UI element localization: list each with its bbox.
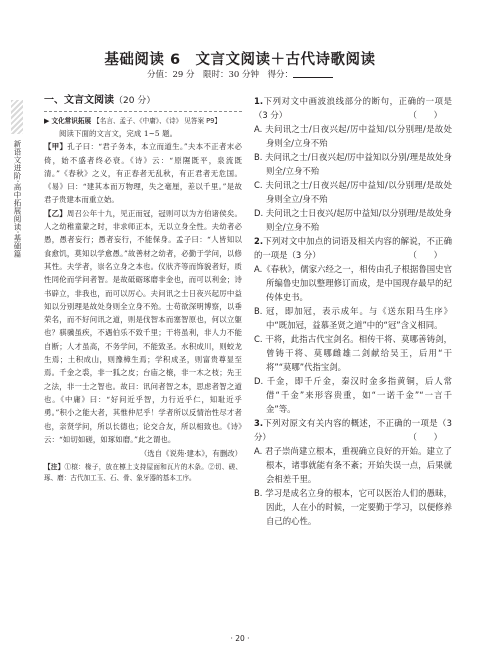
page-number: · 20 · [230,634,250,643]
question-2: 2.下列对文中加点的词语及相关内容的解说，不正确的一项是（3 分） （ ） A.《春秋》，儒家六经之一，相传由孔子根据鲁国史官所编鲁史加以整理修订而成，是中国现存最早的纪传体史书。 B. 冠，即加冠，表示成年。与《送东阳马生序》中“既加冠，益慕圣贤之道”中的“冠”含义相同。 C. 干将，此指古代宝剑名。相传干将、莫哪善铸剑，曾铸干将、莫哪雌雄二剑献给吴王，后用“干将”“莫哪”代指宝剑。 D. 千金，即千斤金，秦汉时金多指黄铜，后人常借“千金”来形容贵重，如“一诺千金”“一言千金”等。 [254,236,452,414]
page-title: 基础阅读 6 文言文阅读＋古代诗歌阅读 [104,52,376,68]
hatch-decoration [11,100,23,134]
passage-jia: 【甲】孔子曰：“君子务本，本立而道生。”夫本不正者末必倚，始不盛者终必衰。《诗》云：“原隰既平，泉流既清。”《春秋》之义，有正春者无乱秋，有正君者无危国。《易》曰：“建其本而万物理，失之毫厘，差以千里。”是故君子贵建本而重立始。 [44,142,242,205]
score-label: 分值：29 分 限时：30 分钟 得分： [146,70,294,80]
option-c[interactable]: C. 夫问讯之士/日夜兴起/厉中益知/以分别理/是故处身则全立/身不殆 [254,180,452,204]
option-a[interactable]: A.《春秋》，儒家六经之一，相传由孔子根据鲁国史官所编鲁史加以整理修订而成，是中国现存最早的纪传体史书。 [254,264,452,302]
question-1: 1.下列对文中画波浪线部分的断句，正确的一项是（3 分） （ ） A. 夫问讯之士/日夜兴起/厉中益知/以分别理/是故处身则全/立身不殆 B. 夫问讯之士/日夜兴起/厉中益知以分别/理是故处身则全/立身不殆 C. 夫问讯之士/日夜兴起/厉中益知/以分别理/是故处身则全立/身不殆 D. 夫问讯之士日夜兴/起厉中益知/以分别理/是故处身则全/立身不殆 [254,96,452,232]
answer-blank[interactable]: （ ） [408,250,442,260]
instruction: 阅读下面的文言文，完成 1~5 题。 [58,129,178,138]
option-c[interactable]: C. 干将，此指古代宝剑名。相传干将、莫哪善铸剑，曾铸干将、莫哪雌雄二剑献给吴王，后用“干将”“莫哪”代指宝剑。 [254,334,452,372]
option-d[interactable]: D. 千金，即千斤金，秦汉时金多指黄铜，后人常借“千金”来形容贵重，如“一诺千金”“一言千金”等。 [254,376,452,414]
series-vertical-label: 新语文进阶·高中拓展阅读·基础篇 [13,140,22,258]
footnote: 【注】①榱：椽子，放在檩上支持屋面和瓦片的木条。②切、磋、琢、磨：古代加工玉、石、骨、象牙器的基本工序。 [44,463,243,482]
source-citation: （选自《说苑·建本》，有删改） [139,449,242,459]
option-b[interactable]: B. 冠，即加冠，表示成年。与《送东阳马生序》中“既加冠，益慕圣贤之道”中的“冠”含义相同。 [254,306,452,330]
section-heading: 一、文言文阅读（20 分） [44,95,156,106]
score-blank [293,77,333,78]
passage-yi: 【乙】周召公年十九，见正而冠，冠则可以为方伯诸侯矣。人之幼稚童蒙之时，非求师正本，无以立身全性。夫幼者必愚，愚者妄行；愚者妄行，不能保身。孟子曰：“人皆知以食愈饥，莫知以学愈愚。”故善材之幼者，必勤于学问，以修其性。夫学者，崇名立身之本也。仪狀齐等而饰貌者好，质性同伦而学问者智。是故砥砺琢磨非金也，而可以利金；诗书辟立，非我也，而可以厉心。夫问讯之士日夜兴起厉中益知以分别理是故处身则全立身不殆。士苟欲深明博察，以垂荣名，而不好问讯之道，则是伐智本而塞智原也，何以立躯也？骐骥虽疾，不遇伯乐不致千里；干将虽利，非人力不能自断；人才虽高，不务学问，不能致圣。水积成川，则蛟龙生焉；土积成山，则豫樟生焉；学积成圣，则富贵尊显至焉。千金之裘，非一狐之皮；台庙之榱，非一木之枝；先王之法，非一士之智也。故曰：讯问者智之本，思虑者智之道也。《中庸》曰：“好问近乎智，力行近乎仁，知耻近乎勇。”积小之能大者，其惟仲尼乎！学者所以反情治性尽才者也，亲贤学问，所以长德也；论交合友，所以相致也。《诗》云：“如切如磋，如琢如磨。”此之谓也。 [44,208,242,444]
right-column [254,94,452,528]
side-strip [8,100,26,310]
question-3: 3.下列对原文有关内容的概述，不正确的一项是（3 分） （ ） A. 君子崇尚建立根本，重视确立良好的开始。建立了根本，诸事就能有条不紊；开始失误一点，后果就会相差千里。 B. 学习是成名立身的根本，它可以医治人们的愚昧，因此，人在小的时候，一定要勤于学习，以便修养自己的心性。 [254,418,452,526]
option-b[interactable]: B. 夫问讯之士/日夜兴起/厉中益知以分别/理是故处身则全/立身不殆 [254,152,452,176]
left-column [44,94,242,483]
score-line [0,68,480,80]
option-a[interactable]: A. 夫问讯之士/日夜兴起/厉中益知/以分别理/是故处身则全/立身不殆 [254,124,452,148]
answer-blank[interactable]: （ ） [408,432,442,442]
triangle-icon: ▶ [44,117,50,125]
section-divider [44,111,242,112]
option-a[interactable]: A. 君子崇尚建立根本，重视确立良好的开始。建立了根本，诸事就能有条不紊；开始失误一点，后果就会相差千里。 [254,446,452,484]
option-d[interactable]: D. 夫问讯之士日夜兴/起厉中益知/以分别理/是故处身则全/立身不殆 [254,208,452,232]
option-b[interactable]: B. 学习是成名立身的根本，它可以医治人们的愚昧，因此，人在小的时候，一定要勤于学习，以便修养自己的心性。 [254,488,452,526]
culture-tip: ▶ 文化常识拓展 【名言、孟子、《中庸》、《诗》 见答案 P9】 [44,117,221,125]
answer-blank[interactable]: （ ） [408,110,442,120]
